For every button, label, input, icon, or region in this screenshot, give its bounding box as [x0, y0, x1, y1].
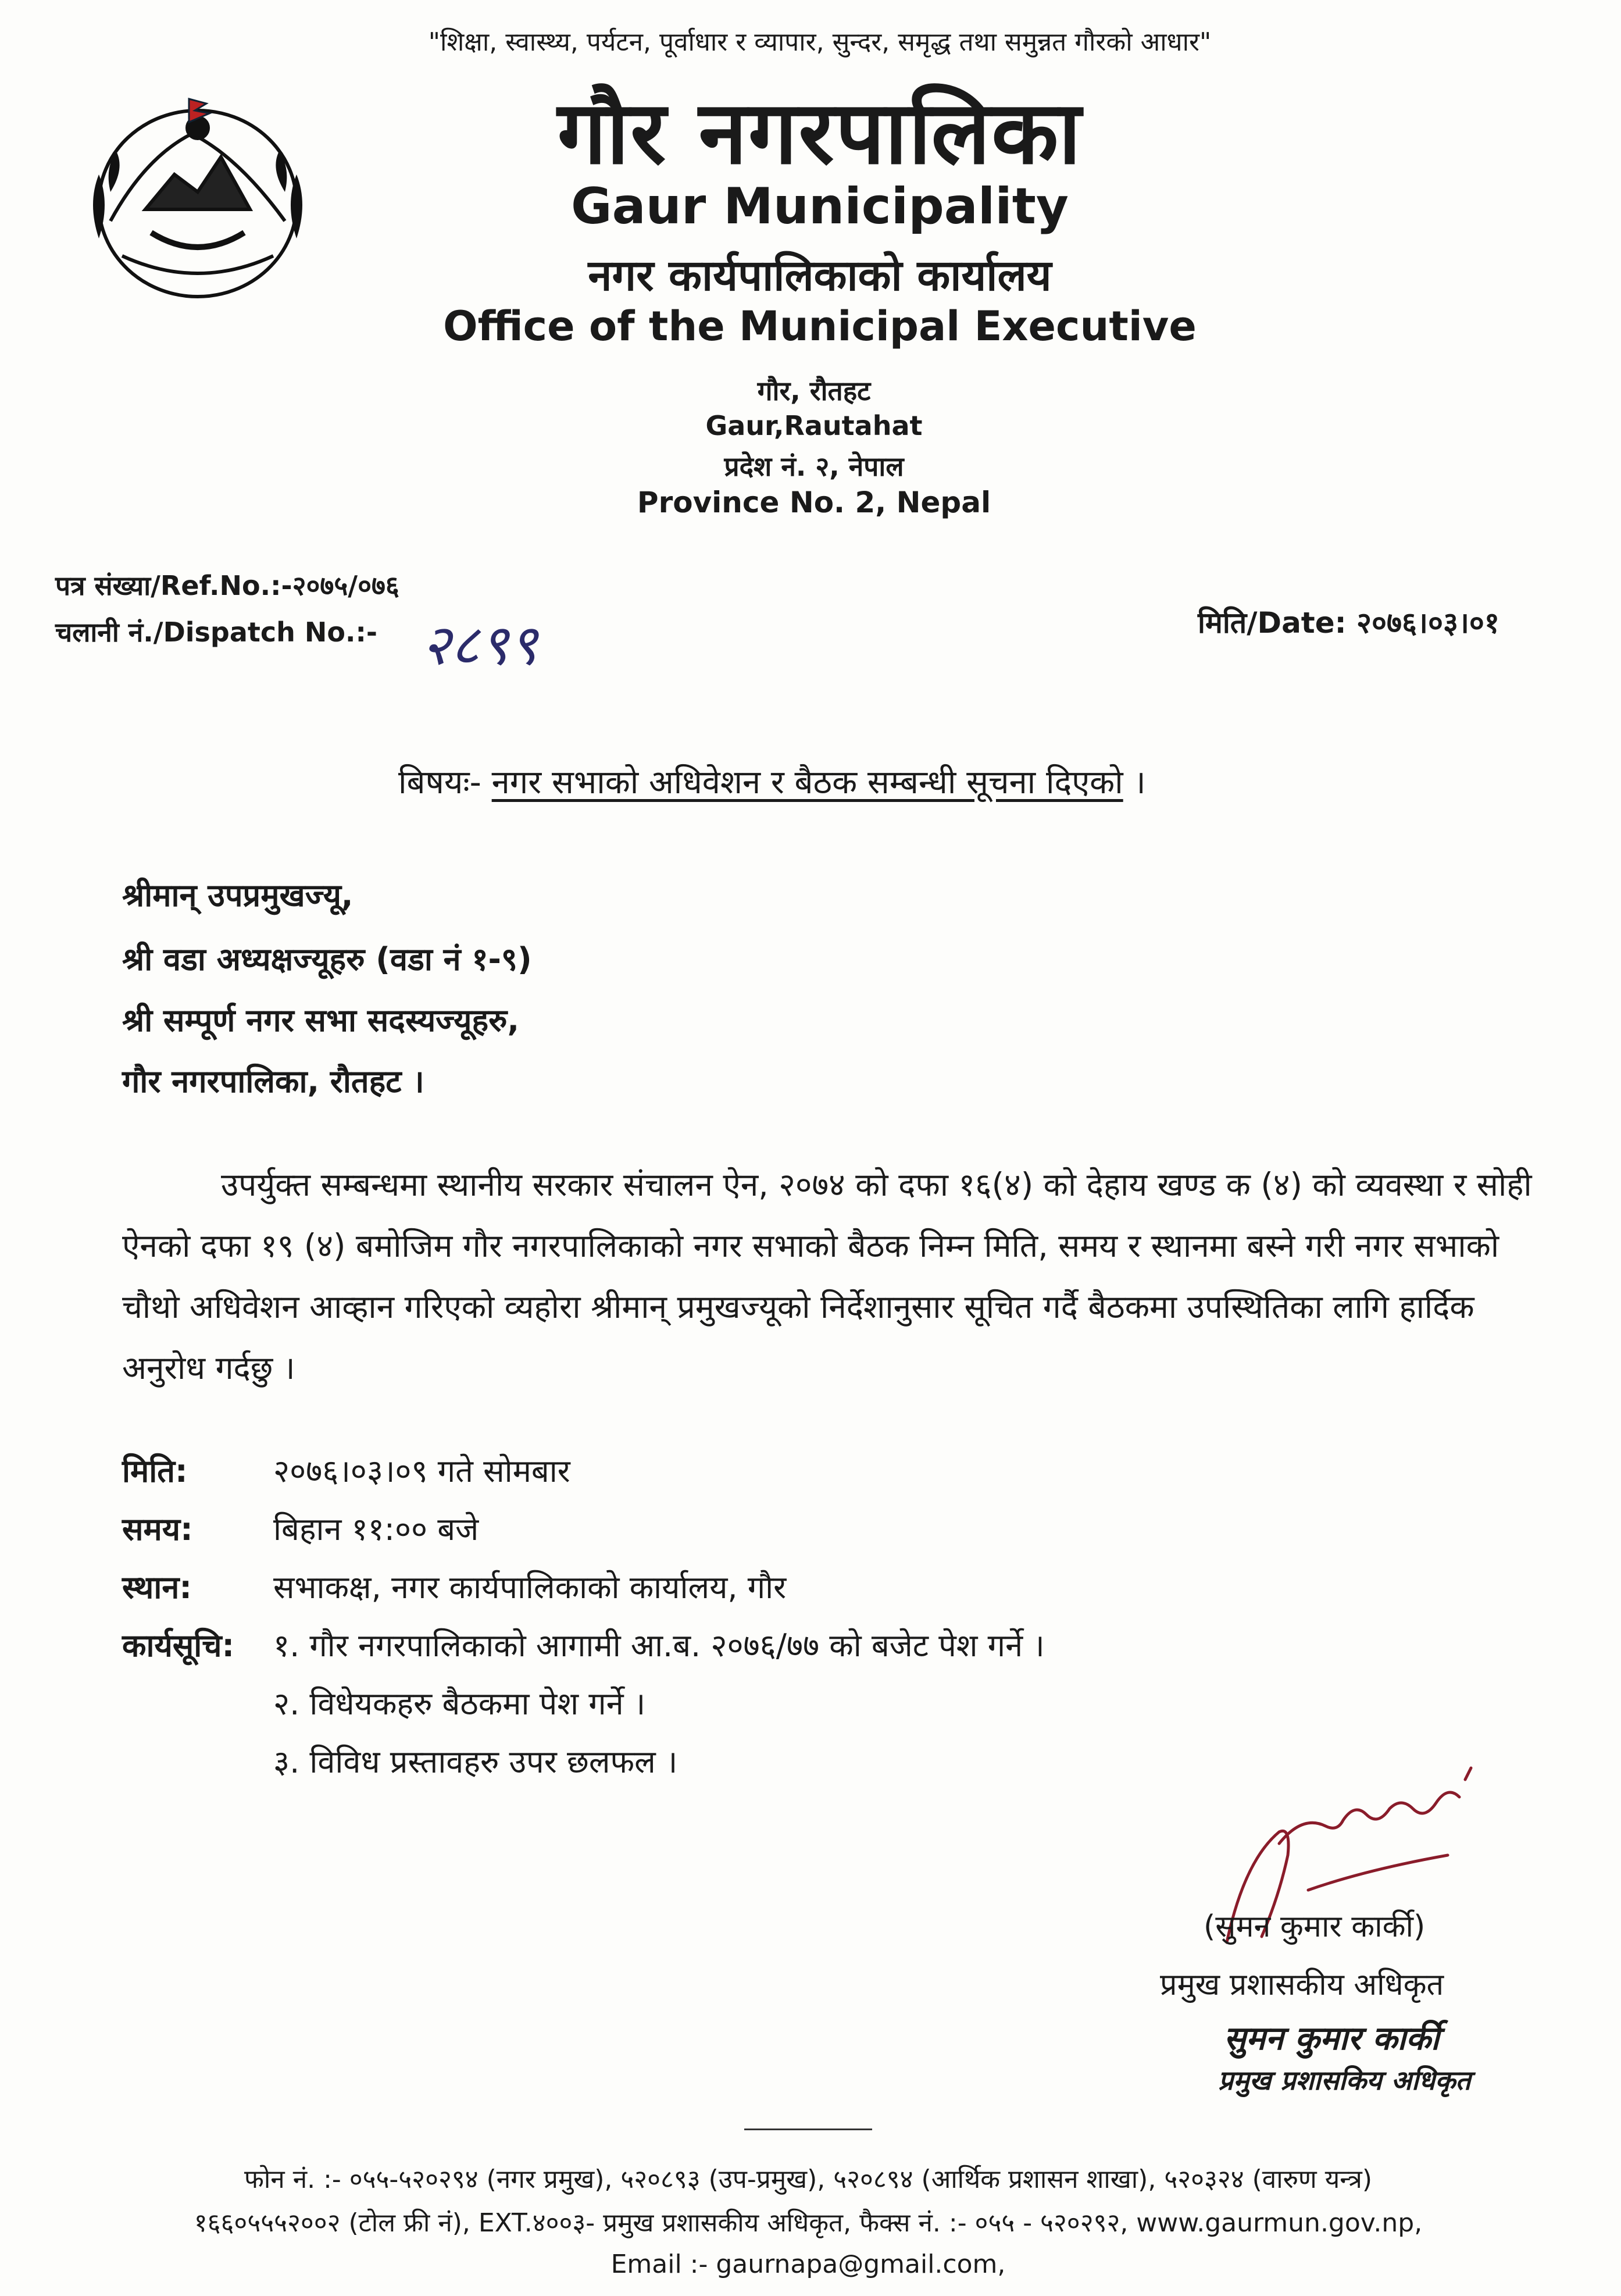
meeting-date-value: २०७६।०३।०९ गते सोमबार [273, 1453, 570, 1489]
municipality-name-nepali: गौर नगरपालिका [557, 83, 1083, 184]
meeting-place-value: सभाकक्ष, नगर कार्यपालिकाको कार्यालय, गौर [273, 1569, 787, 1606]
subject-suffix: । [1133, 764, 1146, 801]
meeting-date-label: मिति: [122, 1453, 188, 1489]
office-name-nepali: नगर कार्यपालिकाको कार्यालय [588, 251, 1052, 301]
province-nepali: प्रदेश नं. २, नेपाल [724, 451, 904, 482]
agenda-item: ३. विविध प्रस्तावहरु उपर छलफल । [273, 1744, 678, 1780]
reference-number: पत्र संख्या/Ref.No.:-२०७५/०७६ [55, 570, 399, 601]
signatory-stamp-name: सुमन कुमार कार्की [1224, 2020, 1440, 2058]
address-nepali: गौर, रौतहट [757, 375, 871, 407]
agenda-item: १. गौर नगरपालिकाको आगामी आ.ब. २०७६/७७ को बजेट पेश गर्ने । [273, 1627, 1045, 1664]
addressee-line: श्रीमान् उपप्रमुखज्यू, [122, 877, 354, 914]
office-name-english: Office of the Municipal Executive [443, 302, 1197, 350]
letter-date: मिति/Date: २०७६।०३।०१ [1198, 606, 1499, 640]
province-english: Province No. 2, Nepal [637, 486, 991, 519]
meeting-time-value: बिहान ११:०० बजे [273, 1511, 479, 1548]
subject-line [398, 759, 1146, 803]
addressee-line: श्री सम्पूर्ण नगर सभा सदस्यज्यूहरु, [122, 1002, 519, 1039]
address-english: Gaur,Rautahat [705, 410, 923, 441]
meeting-time-label: समय: [122, 1511, 193, 1548]
footer-divider [744, 2129, 872, 2130]
body-paragraph: उपर्युक्त सम्बन्धमा स्थानीय सरकार संचालन ऐन, २०७४ को दफा १६(४) को देहाय खण्ड क (४) को व्यवस्था र सोही ऐनको दफा १९ (४) बमोजिम गौर नगरपालिकाको नगर सभाको बैठक निम्न मिति, समय र स्थानमा बस्ने गरी नगर सभाको चौथो अधिवेशन आव्हान गरिएको व्यहोरा श्रीमान् प्रमुखज्यूको निर्देशानुसार सूचित गर्दै बैठकमा उपस्थितिका लागि हार्दिक अनुरोध गर्दछु । [122, 1166, 1532, 1386]
meeting-place-label: स्थान: [122, 1569, 192, 1606]
agenda-item: २. विधेयकहरु बैठकमा पेश गर्ने । [273, 1685, 646, 1722]
footer-email-line: Email :- gaurnapa@gmail.com, [610, 2249, 1006, 2279]
dispatch-label: चलानी नं./Dispatch No.:- [55, 616, 377, 648]
subject-prefix: बिषयः- [398, 764, 481, 801]
agenda-label: कार्यसूचि: [122, 1627, 235, 1664]
nepal-government-emblem-icon [76, 87, 320, 308]
addressee-line: गौर नगरपालिका, रौतहट । [122, 1063, 424, 1100]
letterhead-motto: "शिक्षा, स्वास्थ्य, पर्यटन, पूर्वाधार र व्यापार, सुन्दर, समृद्ध तथा समुन्नत गौरको आधार" [428, 27, 1212, 57]
addressee-line: श्री वडा अध्यक्षज्यूहरु (वडा नं १-९) [122, 941, 532, 978]
signatory-name: (सुमन कुमार कार्की) [1204, 1909, 1426, 1944]
signatory-title: प्रमुख प्रशासकीय अधिकृत [1160, 1967, 1444, 2002]
municipality-name-english: Gaur Municipality [571, 177, 1069, 236]
dispatch-number: २८९९ [422, 612, 538, 678]
signatory-stamp-title: प्रमुख प्रशासकिय अधिकृत [1218, 2065, 1471, 2096]
footer-phone-line: फोन नं. :- ०५५-५२०२९४ (नगर प्रमुख), ५२०८९३ (उप-प्रमुख), ५२०८९४ (आर्थिक प्रशासन शाखा), ५२०३२४ (वारुण यन्त्र) [244, 2165, 1372, 2194]
subject-text: नगर सभाको अधिवेशन र बैठक सम्बन्धी सूचना दिएको [491, 764, 1123, 801]
footer-contact-line: १६६०५५५२००२ (टोल फ्री नं), EXT.४००३- प्रमुख प्रशासकीय अधिकृत, फैक्स नं. :- ०५५ - ५२०२९२, www.gaurmun.gov.np, [194, 2208, 1423, 2238]
